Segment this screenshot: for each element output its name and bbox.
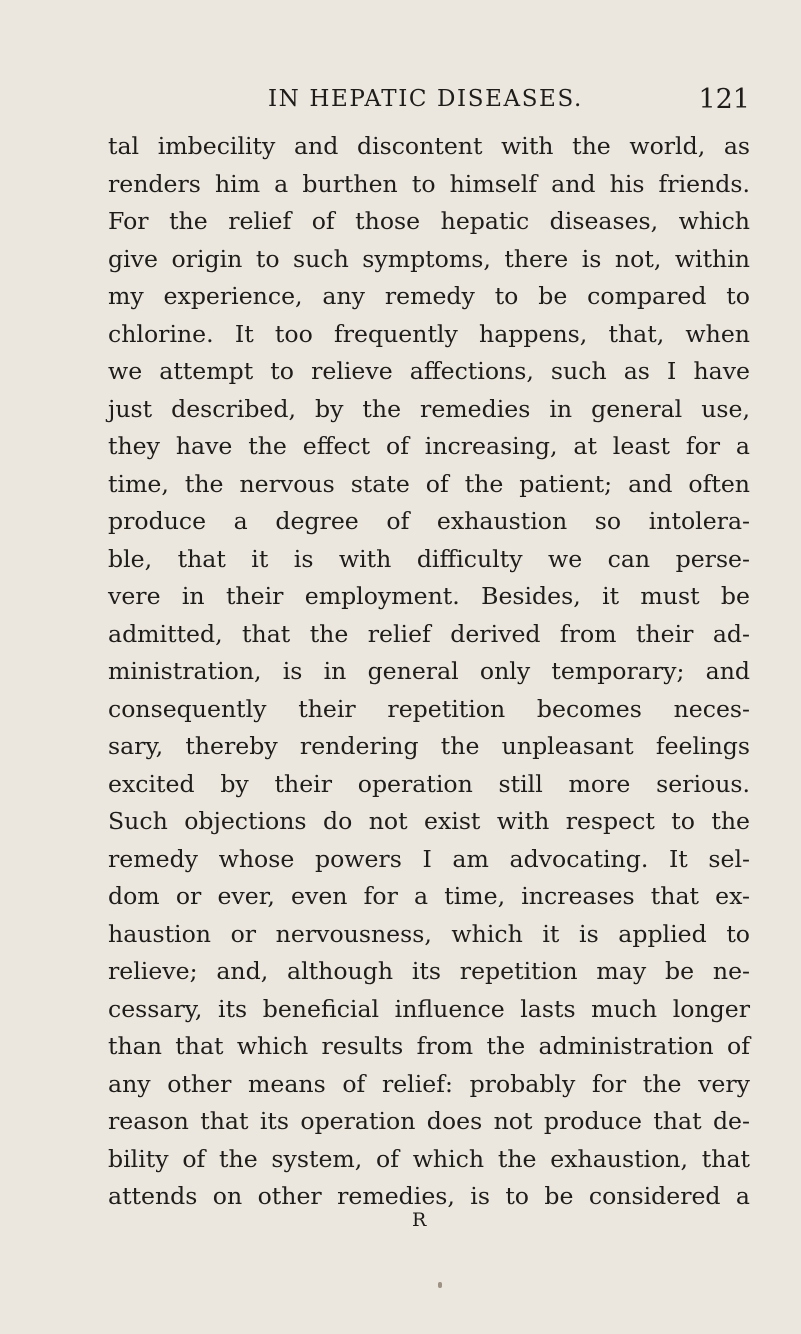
text-line: remedy whose powers I am advocating. It sel- xyxy=(108,844,750,873)
running-title: IN HEPATIC DISEASES. xyxy=(268,86,583,112)
text-line: admitted, that the relief derived from their ad- xyxy=(108,619,750,648)
text-line: ministration, is in general only temporary; and xyxy=(108,657,750,685)
text-line: tal imbecility and discontent with the world, as xyxy=(108,132,750,160)
text-line: we attempt to relieve affections, such as I have xyxy=(108,357,750,385)
text-line: just described, by the remedies in general use, xyxy=(108,394,750,423)
text-line: consequently their repetition becomes neces- xyxy=(108,694,750,723)
text-line: Such objections do not exist with respect to the xyxy=(108,807,750,835)
text-line: attends on other remedies, is to be considered a xyxy=(108,1182,750,1210)
text-line: excited by their operation still more serious. xyxy=(108,769,750,798)
text-line: dom or ever, even for a time, increases that ex- xyxy=(108,882,750,910)
ink-speck xyxy=(438,1282,442,1288)
text-line: they have the effect of increasing, at least for a xyxy=(108,432,750,460)
text-line: chlorine. It too frequently happens, that, when xyxy=(108,319,750,348)
text-line: bility of the system, of which the exhaustion, that xyxy=(108,1144,750,1173)
text-line: For the relief of those hepatic diseases, which xyxy=(108,207,750,235)
body-text xyxy=(108,128,750,1216)
text-line: my experience, any remedy to be compared to xyxy=(108,282,750,310)
text-line: haustion or nervousness, which it is applied to xyxy=(108,919,750,948)
text-line: sary, thereby rendering the unpleasant feelings xyxy=(108,732,750,760)
text-line: time, the nervous state of the patient; and often xyxy=(108,469,750,498)
text-line: cessary, its beneficial influence lasts much longer xyxy=(108,994,750,1023)
text-line: produce a degree of exhaustion so intolera- xyxy=(108,507,750,535)
text-line: renders him a burthen to himself and his friends. xyxy=(108,169,750,198)
text-line: any other means of relief: probably for the very xyxy=(108,1069,750,1098)
text-line: give origin to such symptoms, there is not, within xyxy=(108,244,750,273)
running-head xyxy=(108,86,750,118)
text-line: vere in their employment. Besides, it must be xyxy=(108,582,750,610)
page-number: 121 xyxy=(698,84,750,115)
signature-mark: R xyxy=(412,1209,428,1231)
text-line: ble, that it is with difficulty we can perse- xyxy=(108,544,750,573)
text-line: relieve; and, although its repetition may be ne- xyxy=(108,957,750,985)
text-line: reason that its operation does not produce that de- xyxy=(108,1107,750,1135)
text-line: than that which results from the administration of xyxy=(108,1032,750,1060)
